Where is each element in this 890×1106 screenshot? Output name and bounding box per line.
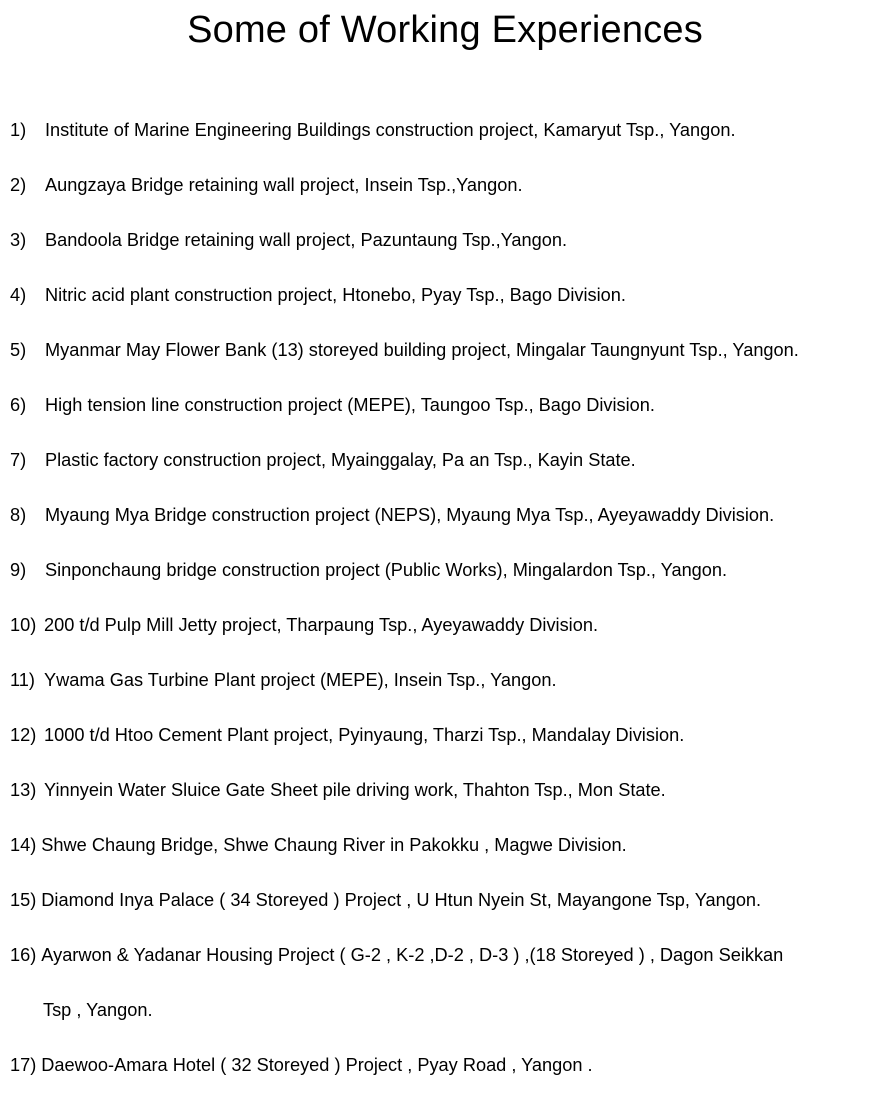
item-text: Sinponchaung bridge construction project (Public Works), Mingalardon Tsp., Yangon.: [45, 560, 728, 580]
list-item: [10, 222, 888, 277]
item-number: 15): [10, 890, 37, 910]
item-number: 17): [10, 1055, 37, 1075]
item-text: Ayarwon & Yadanar Housing Project ( G-2 , K-2 ,D-2 , D-3 ) ,(18 Storeyed ) , Dagon Seikkan: [41, 945, 784, 965]
list-item: [10, 1047, 888, 1102]
item-text: Ywama Gas Turbine Plant project (MEPE), Insein Tsp., Yangon.: [44, 670, 557, 690]
list-item: [10, 717, 888, 772]
item-text: High tension line construction project (MEPE), Taungoo Tsp., Bago Division.: [45, 395, 655, 415]
item-number: 8): [10, 505, 27, 525]
item-text: Nitric acid plant construction project, Htonebo, Pyay Tsp., Bago Division.: [45, 285, 626, 305]
item-text: Yinnyein Water Sluice Gate Sheet pile driving work, Thahton Tsp., Mon State.: [44, 780, 666, 800]
list-item: [10, 387, 888, 442]
item-text: Plastic factory construction project, Myainggalay, Pa an Tsp., Kayin State.: [45, 450, 636, 470]
list-item: [10, 607, 888, 662]
item-text-continuation: Tsp , Yangon.: [43, 1000, 153, 1020]
list-item: [10, 827, 888, 882]
item-number: 4): [10, 285, 27, 305]
item-number: 14): [10, 835, 37, 855]
item-text: Institute of Marine Engineering Buildings construction project, Kamaryut Tsp., Yangon.: [45, 120, 736, 140]
experience-list: [10, 112, 888, 1102]
item-text: 1000 t/d Htoo Cement Plant project, Pyinyaung, Tharzi Tsp., Mandalay Division.: [44, 725, 685, 745]
item-text: Shwe Chaung Bridge, Shwe Chaung River in Pakokku , Magwe Division.: [41, 835, 627, 855]
item-text: Myanmar May Flower Bank (13) storeyed building project, Mingalar Taungnyunt Tsp., Yangon.: [45, 340, 799, 360]
item-number: 5): [10, 340, 27, 360]
item-text: Aungzaya Bridge retaining wall project, Insein Tsp.,Yangon.: [45, 175, 523, 195]
item-number: 6): [10, 395, 27, 415]
item-text: 200 t/d Pulp Mill Jetty project, Tharpaung Tsp., Ayeyawaddy Division.: [44, 615, 599, 635]
list-item: [10, 937, 888, 992]
list-item: [10, 167, 888, 222]
item-text: Diamond Inya Palace ( 34 Storeyed ) Project , U Htun Nyein St, Mayangone Tsp, Yangon.: [41, 890, 762, 910]
item-number: 11): [10, 670, 35, 690]
item-text: Myaung Mya Bridge construction project (NEPS), Myaung Mya Tsp., Ayeyawaddy Division.: [45, 505, 775, 525]
list-item: [10, 662, 888, 717]
item-number: 13): [10, 780, 37, 800]
item-number: 1): [10, 120, 27, 140]
list-item: [10, 112, 888, 167]
list-item: [10, 882, 888, 937]
item-number: 9): [10, 560, 27, 580]
item-number: 10): [10, 615, 37, 635]
list-item: [10, 277, 888, 332]
list-item-continuation: [10, 992, 888, 1047]
list-item: [10, 332, 888, 387]
item-number: 7): [10, 450, 27, 470]
list-item: [10, 442, 888, 497]
item-text: Daewoo-Amara Hotel ( 32 Storeyed ) Project , Pyay Road , Yangon .: [41, 1055, 593, 1075]
list-item: [10, 497, 888, 552]
list-item: [10, 552, 888, 607]
item-text: Bandoola Bridge retaining wall project, Pazuntaung Tsp.,Yangon.: [45, 230, 568, 250]
list-item: [10, 772, 888, 827]
item-number: 16): [10, 945, 37, 965]
item-number: 2): [10, 175, 27, 195]
item-number: 3): [10, 230, 27, 250]
page-title: Some of Working Experiences: [187, 9, 703, 51]
item-number: 12): [10, 725, 37, 745]
